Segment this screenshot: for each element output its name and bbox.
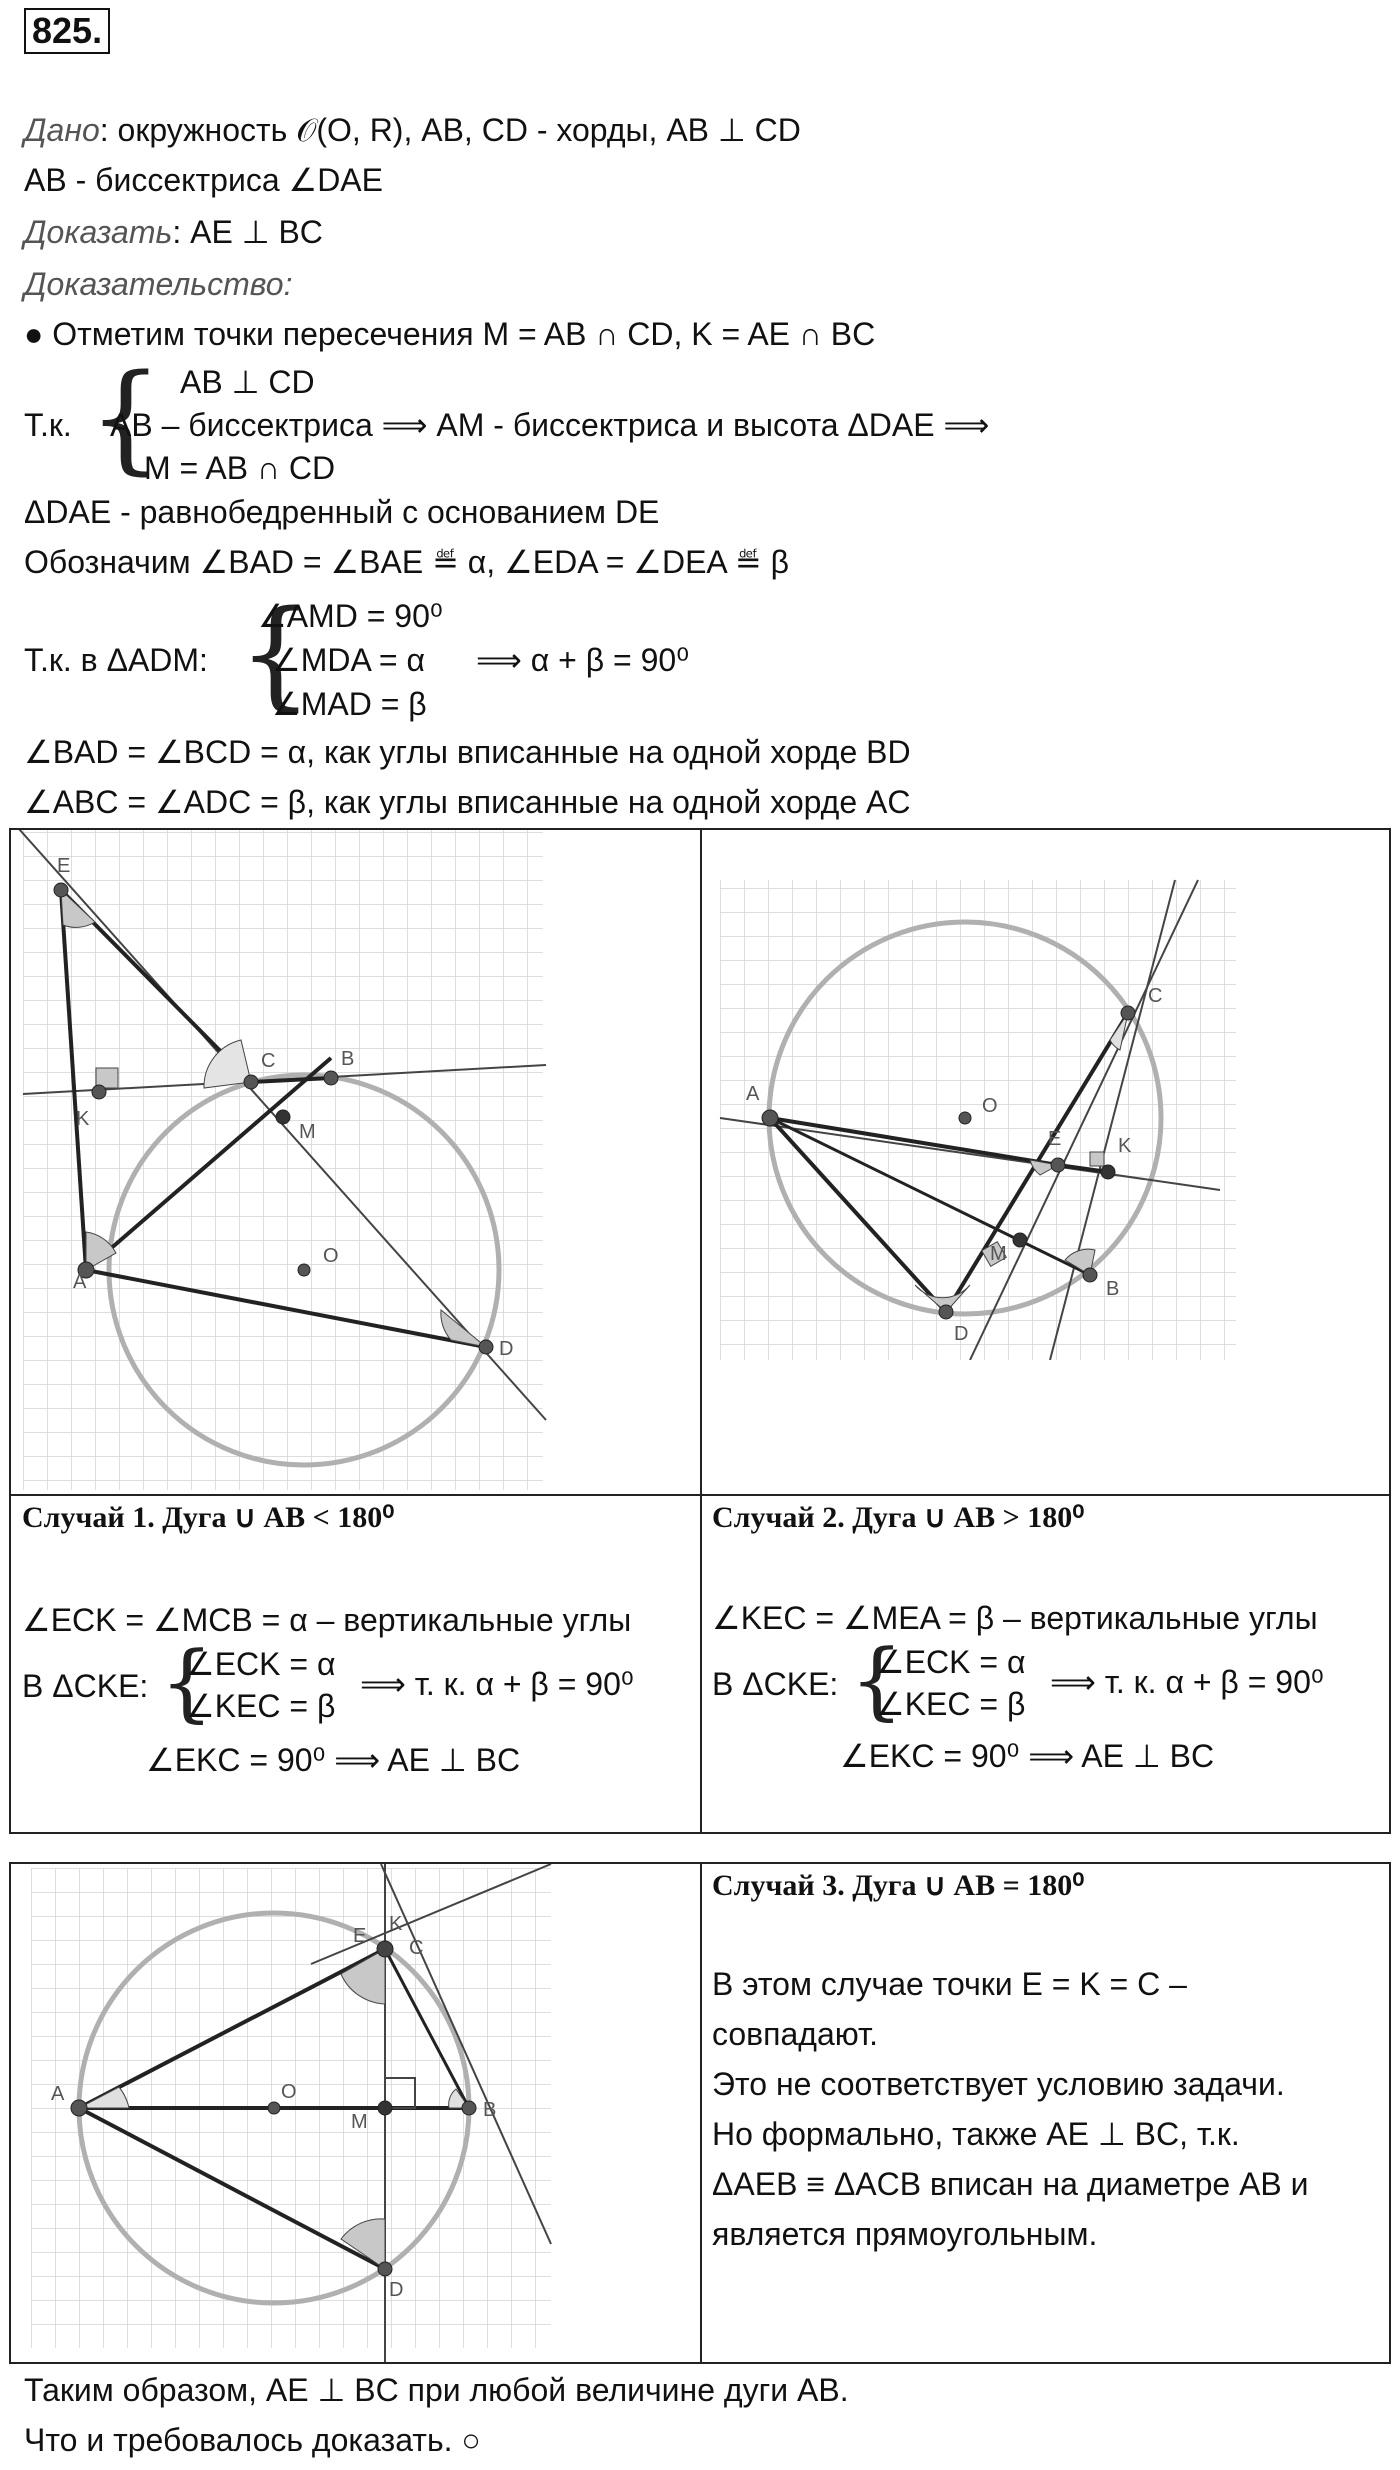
figure-case-3 (11, 1864, 699, 2362)
svg-text:K: K (76, 1108, 90, 1130)
case1-prefix: В ΔCKE: (22, 1668, 149, 1704)
svg-text:C: C (261, 1050, 276, 1072)
sys1-line-1: AB ⊥ CD (180, 364, 315, 400)
svg-text:K: K (1118, 1135, 1132, 1157)
case2-result: ⟹ т. к. α + β = 90⁰ (1050, 1664, 1324, 1700)
sys2-result: ⟹ α + β = 90⁰ (476, 642, 690, 678)
case1-sys-2: ∠KEC = β (186, 1688, 336, 1724)
inscribed-line-1: ∠BAD = ∠BCD = α, как углы вписанные на одной хорде BD (24, 734, 911, 770)
inscribed-line-2: ∠ABC = ∠ADC = β, как углы вписанные на одной хорде AC (24, 784, 911, 820)
svg-text:C: C (409, 1937, 424, 1959)
svg-text:B: B (483, 2099, 497, 2121)
qed-line: Что и требовалось доказать. ○ (24, 2422, 481, 2458)
case3-line-6: является прямоугольным. (712, 2216, 1098, 2252)
bullet-line: ● Отметим точки пересечения M = AB ∩ CD, K = AE ∩ BC (24, 316, 876, 352)
problem-number: 825. (24, 8, 110, 54)
case3-line-3: Это не соответствует условию задачи. (712, 2066, 1285, 2102)
sys1-line-2: AB – биссектриса ⟹ AM - биссектриса и высота ΔDAE ⟹ (110, 407, 990, 443)
prove-label: Доказать (24, 214, 173, 250)
case1-line1: ∠ECK = ∠MCB = α – вертикальные углы (22, 1602, 632, 1638)
svg-text:B: B (1106, 1278, 1120, 1300)
figure-case-1 (11, 830, 699, 1492)
svg-text:D: D (499, 1338, 514, 1360)
case3-line-2: совпадают. (712, 2016, 879, 2052)
svg-text:E: E (1048, 1128, 1062, 1150)
svg-text:C: C (1148, 985, 1163, 1007)
svg-text:D: D (389, 2279, 404, 2301)
sys2-prefix: Т.к. в ΔADM: (24, 642, 208, 678)
svg-text:D: D (954, 1323, 969, 1345)
case1-brace: { (160, 1633, 214, 1731)
sys2-line-2: ∠MDA = α (272, 642, 425, 678)
svg-text:O: O (982, 1095, 998, 1117)
prove-line (24, 212, 323, 252)
given-line-2: AB - биссектриса ∠DAE (24, 162, 383, 198)
case2-sys-1: ∠ECK = α (876, 1644, 1026, 1680)
case3-line-5: ΔAEB ≡ ΔACB вписан на диаметре AB и (712, 2166, 1309, 2202)
case1-sys-1: ∠ECK = α (186, 1646, 336, 1682)
svg-text:A: A (73, 1271, 87, 1293)
svg-text:O: O (281, 2081, 297, 2103)
svg-text:M: M (990, 1243, 1007, 1265)
sys2-line-1: ∠AMD = 90⁰ (258, 598, 443, 634)
isosceles-line: ΔDAE - равнобедренный с основанием DE (24, 494, 660, 530)
case2-title: Случай 2. Дуга ∪ AB > 180⁰ (712, 1501, 1085, 1534)
case1-final: ∠EKC = 90⁰ ⟹ AE ⊥ BC (146, 1742, 521, 1778)
conclusion-line: Таким образом, AE ⊥ BC при любой величине дуги AB. (24, 2372, 849, 2408)
sys1-line-3: M = AB ∩ CD (144, 450, 336, 486)
sys1-brace: { (88, 348, 164, 486)
sys2-brace: { (238, 584, 314, 722)
figure-case-2 (700, 830, 1390, 1360)
case2-sys-2: ∠KEC = β (876, 1686, 1026, 1722)
case2-final: ∠EKC = 90⁰ ⟹ AE ⊥ BC (840, 1738, 1215, 1774)
svg-text:A: A (51, 2083, 65, 2105)
svg-text:E: E (57, 855, 71, 877)
svg-text:E: E (353, 1925, 367, 1947)
given-line (24, 110, 801, 150)
case1-title: Случай 1. Дуга ∪ AB < 180⁰ (22, 1501, 395, 1534)
case3-line-1: В этом случае точки E = K = C – (712, 1966, 1187, 2002)
case3-line-4: Но формально, также AE ⊥ BC, т.к. (712, 2116, 1240, 2152)
denote-line: Обозначим ∠BAD = ∠BAE ≝ α, ∠EDA = ∠DEA ≝ β (24, 544, 789, 580)
svg-text:B: B (341, 1048, 355, 1070)
proof-label: Доказательство: (24, 266, 293, 302)
svg-text:A: A (746, 1083, 760, 1105)
svg-text:M: M (299, 1121, 316, 1143)
case1-result: ⟹ т. к. α + β = 90⁰ (360, 1666, 634, 1702)
given-text: : окружность 𝒪(O, R), AB, CD - хорды, AB ⊥ CD (99, 112, 801, 148)
prove-text: : AE ⊥ BC (172, 214, 323, 250)
svg-text:M: M (351, 2111, 368, 2133)
sys1-prefix: Т.к. (24, 407, 72, 443)
case3-title: Случай 3. Дуга ∪ AB = 180⁰ (712, 1869, 1085, 1902)
given-label: Дано (24, 112, 100, 148)
case2-line1: ∠KEC = ∠MEA = β – вертикальные углы (712, 1600, 1318, 1636)
case2-prefix: В ΔCKE: (712, 1666, 839, 1702)
svg-text:K: K (389, 1913, 403, 1935)
sys2-line-3: ∠MAD = β (272, 686, 427, 722)
svg-text:O: O (323, 1245, 339, 1267)
case2-brace: { (850, 1631, 904, 1729)
